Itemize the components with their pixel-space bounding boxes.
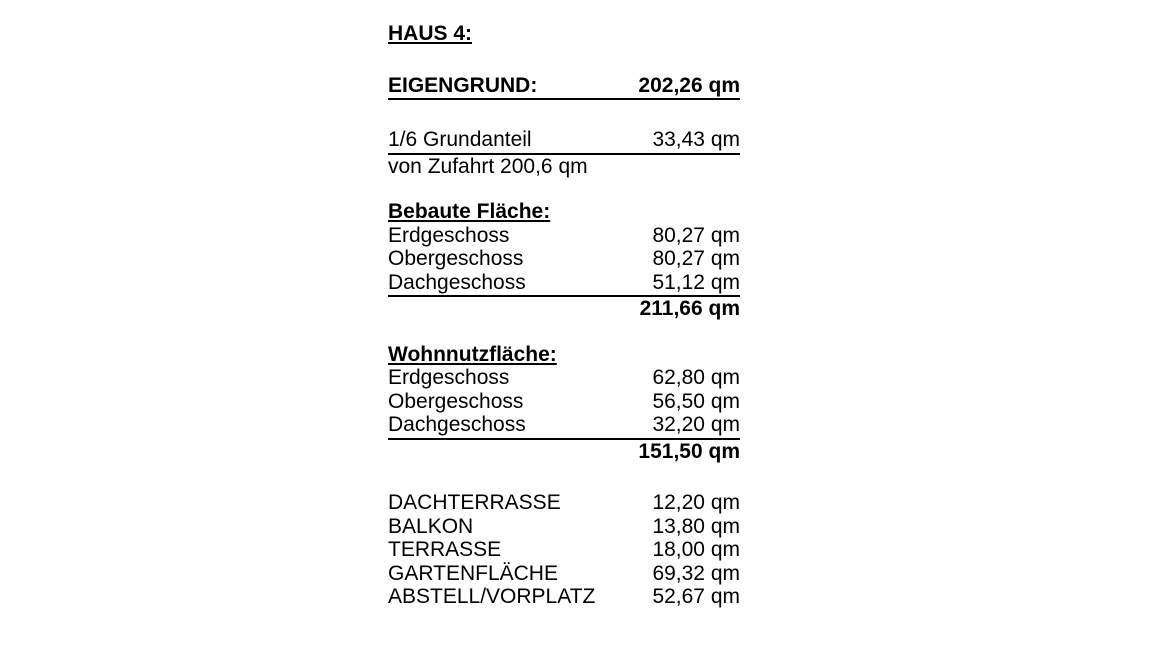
bebaute-dg-label: Dachgeschoss — [388, 270, 526, 294]
table-row — [388, 515, 740, 539]
bebaute-flaeche-total — [388, 297, 740, 321]
terrasse-value: 18,00 qm — [652, 538, 740, 561]
terrasse-label: TERRASSE — [388, 538, 502, 561]
dachterrasse-label: DACHTERRASSE — [388, 491, 561, 514]
wohnnutzflaeche-heading — [388, 343, 808, 367]
wohn-eg-value: 62,80 qm — [652, 366, 740, 389]
wohn-og-value: 56,50 qm — [652, 389, 740, 413]
spacer-after-bebaute — [388, 321, 808, 343]
abstell-vorplatz-value: 52,67 qm — [652, 585, 740, 608]
table-row — [388, 247, 740, 271]
area-schedule — [388, 0, 808, 609]
wohn-dg-label: Dachgeschoss — [388, 413, 526, 436]
gartenflaeche-label: GARTENFLÄCHE — [388, 561, 558, 585]
table-row — [388, 413, 740, 440]
gartenflaeche-value: 69,32 qm — [652, 561, 740, 585]
wohnnutzflaeche-total-value: 151,50 qm — [638, 439, 740, 463]
bebaute-eg-value: 80,27 qm — [652, 223, 740, 247]
table-row — [388, 224, 740, 248]
table-row — [388, 491, 740, 515]
spacer-after-title — [388, 46, 808, 74]
eigengrund-row — [388, 74, 740, 101]
table-row — [388, 271, 740, 298]
spacer-after-wohn — [388, 463, 808, 491]
wohnnutzflaeche-heading-text: Wohnnutzfläche: — [388, 342, 557, 366]
document-title-text: HAUS 4: — [388, 22, 473, 45]
wohn-og-label: Obergeschoss — [388, 389, 524, 413]
bebaute-og-value: 80,27 qm — [652, 247, 740, 270]
balkon-label: BALKON — [388, 514, 474, 538]
grundanteil-row — [388, 128, 740, 155]
spacer-after-grundanteil — [388, 178, 808, 200]
grundanteil-value: 33,43 qm — [652, 128, 740, 151]
eigengrund-label: EIGENGRUND: — [388, 73, 538, 97]
wohn-dg-value: 32,20 qm — [652, 413, 740, 436]
bebaute-flaeche-total-value: 211,66 qm — [639, 297, 740, 320]
spacer-after-eigengrund — [388, 100, 808, 128]
wohn-eg-label: Erdgeschoss — [388, 366, 510, 389]
bebaute-flaeche-heading-text: Bebaute Fläche: — [388, 200, 551, 223]
bebaute-dg-value: 51,12 qm — [652, 270, 740, 294]
table-row — [388, 585, 740, 609]
wohnnutzflaeche-total — [388, 440, 740, 464]
table-row — [388, 562, 740, 586]
balkon-value: 13,80 qm — [652, 514, 740, 538]
table-row — [388, 366, 740, 390]
bebaute-flaeche-heading — [388, 200, 808, 224]
eigengrund-value: 202,26 qm — [638, 73, 740, 97]
grundanteil-label: 1/6 Grundanteil — [388, 128, 532, 151]
document-title — [388, 22, 808, 46]
table-row — [388, 538, 740, 562]
bebaute-og-label: Obergeschoss — [388, 247, 524, 270]
bebaute-eg-label: Erdgeschoss — [388, 223, 510, 247]
dachterrasse-value: 12,20 qm — [652, 491, 740, 514]
abstell-vorplatz-label: ABSTELL/VORPLATZ — [388, 585, 596, 608]
grundanteil-note: von Zufahrt 200,6 qm — [388, 154, 588, 178]
table-row — [388, 390, 740, 414]
top-spacer — [388, 0, 808, 22]
